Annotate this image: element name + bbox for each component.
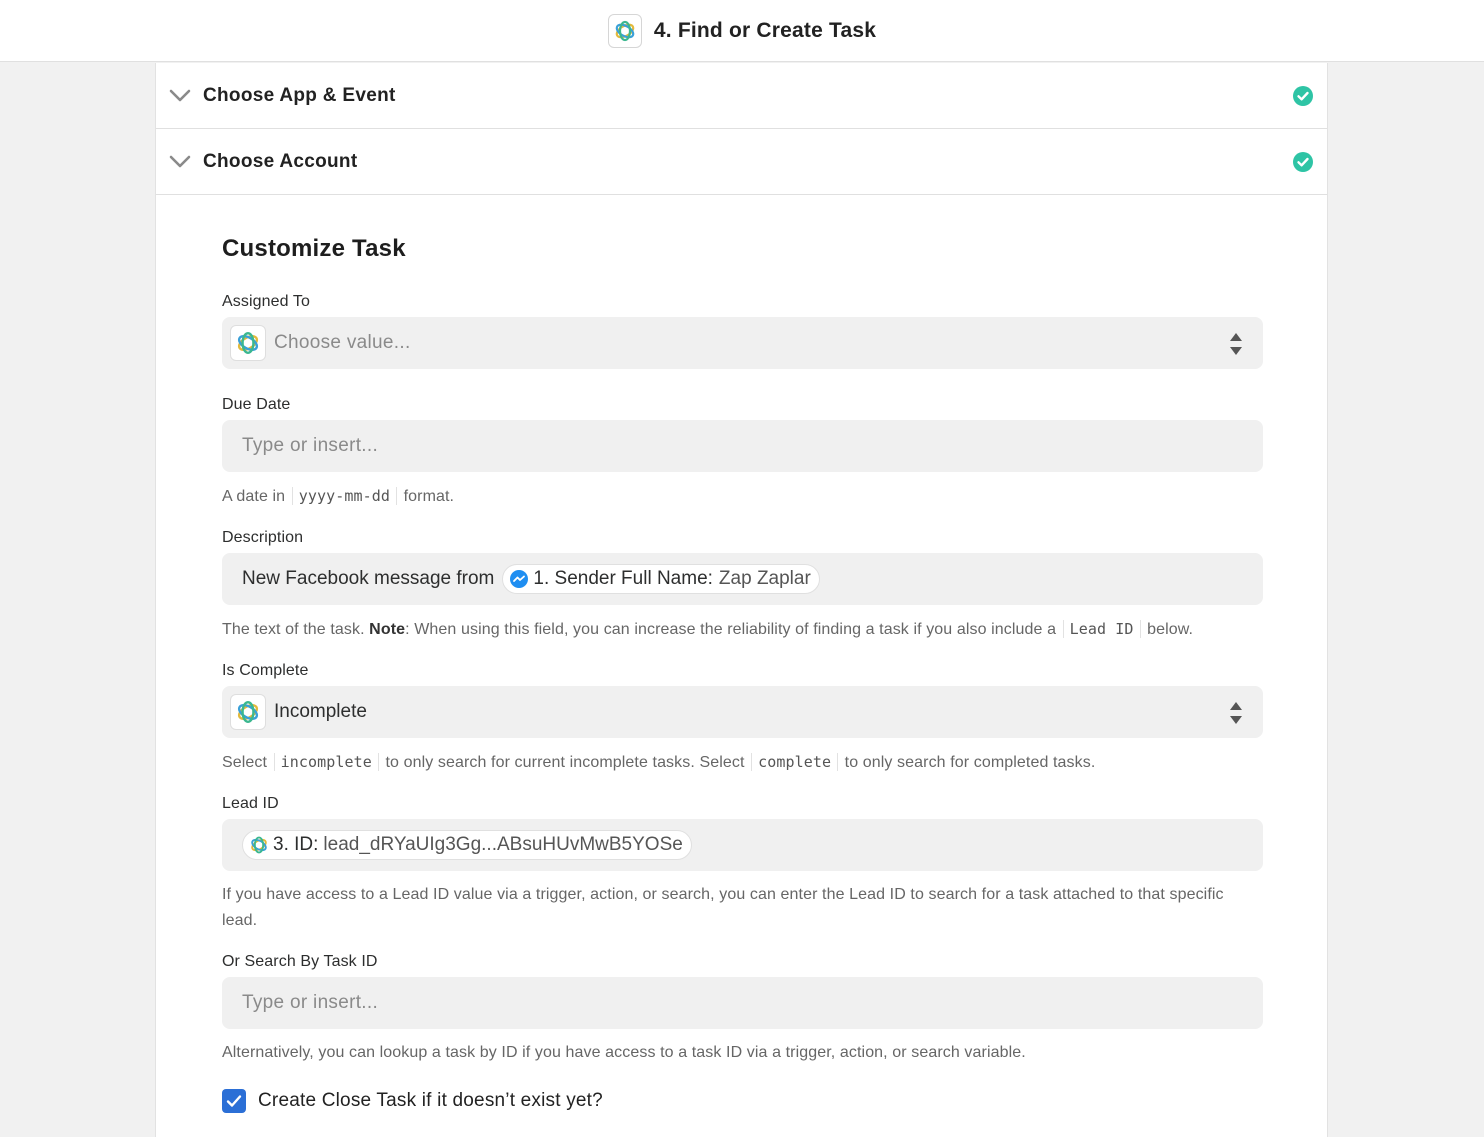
due-date-input[interactable] xyxy=(222,420,1263,472)
check-circle-icon xyxy=(1293,86,1313,106)
close-crm-icon xyxy=(230,694,266,730)
lead-id-code: Lead ID xyxy=(1063,620,1141,638)
chevron-down-icon xyxy=(168,84,192,108)
task-id-help: Alternatively, you can lookup a task by ID if you have access to a task ID via a trigger, action, or search variable. xyxy=(222,1044,1026,1061)
pill-value: lead_dRYaUIg3Gg...ABsuHUvMwB5YOSe xyxy=(323,834,683,855)
due-date-help xyxy=(222,483,1261,510)
help-text: A date in xyxy=(222,488,286,505)
close-crm-icon xyxy=(249,835,269,855)
lead-id-field xyxy=(222,795,1261,934)
close-crm-icon xyxy=(230,325,266,361)
help-text: to only search for completed tasks. xyxy=(844,754,1096,771)
close-crm-icon xyxy=(608,14,642,48)
create-task-option xyxy=(222,1089,1261,1113)
step-title: 4. Find or Create Task xyxy=(653,18,877,42)
due-date-label: Due Date xyxy=(222,396,291,413)
due-date-field xyxy=(222,396,1261,510)
task-id-label: Or Search By Task ID xyxy=(222,953,378,970)
complete-code: complete xyxy=(751,753,838,771)
task-id-input[interactable] xyxy=(222,977,1263,1029)
lead-id-pill[interactable] xyxy=(242,830,692,860)
assigned-to-placeholder: Choose value... xyxy=(274,332,411,353)
is-complete-label: Is Complete xyxy=(222,662,309,679)
help-text: below. xyxy=(1147,621,1194,638)
is-complete-field xyxy=(222,662,1261,776)
lead-id-help: If you have access to a Lead ID value via a trigger, action, or search, you can enter the Lead ID to search for a task attached to that specific lead. xyxy=(222,886,1224,929)
pill-value: Zap Zaplar xyxy=(718,568,811,589)
top-header xyxy=(0,0,1484,62)
assigned-to-label: Assigned To xyxy=(222,293,310,310)
section-label: Choose Account xyxy=(203,150,358,172)
create-task-label[interactable]: Create Close Task if it doesn’t exist yet? xyxy=(258,1090,603,1111)
help-text: to only search for current incomplete tasks. Select xyxy=(385,754,745,771)
chevron-down-icon xyxy=(168,150,192,174)
step-panel xyxy=(155,63,1328,1137)
description-input[interactable] xyxy=(222,553,1263,605)
description-help xyxy=(222,616,1261,643)
assigned-to-select[interactable] xyxy=(222,317,1263,369)
pill-label: 1. Sender Full Name: xyxy=(533,568,713,589)
select-updown-icon xyxy=(1229,332,1243,356)
customize-task-form xyxy=(156,195,1327,1113)
is-complete-value: Incomplete xyxy=(274,701,367,722)
date-format-code: yyyy-mm-dd xyxy=(292,487,397,505)
pill-label: 3. ID: xyxy=(273,834,319,855)
help-text: The text of the task. xyxy=(222,621,365,638)
lead-id-input[interactable] xyxy=(222,819,1263,871)
description-label: Description xyxy=(222,529,304,546)
help-text: Select xyxy=(222,754,268,771)
section-choose-app-event[interactable] xyxy=(156,63,1327,129)
is-complete-select[interactable] xyxy=(222,686,1263,738)
description-field xyxy=(222,529,1261,643)
description-text: New Facebook message from xyxy=(242,568,495,589)
is-complete-help xyxy=(222,749,1261,776)
assigned-to-field xyxy=(222,293,1261,369)
task-id-placeholder: Type or insert... xyxy=(242,992,379,1013)
help-note: Note xyxy=(369,621,406,638)
lead-id-label: Lead ID xyxy=(222,795,279,812)
help-text: : When using this field, you can increase the reliability of finding a task if you also include a xyxy=(405,621,1057,638)
messenger-icon xyxy=(509,569,529,589)
section-label: Choose App & Event xyxy=(203,84,396,106)
task-id-field xyxy=(222,953,1261,1066)
incomplete-code: incomplete xyxy=(274,753,379,771)
form-heading: Customize Task xyxy=(222,235,406,262)
create-task-checkbox[interactable] xyxy=(222,1089,246,1113)
section-choose-account[interactable] xyxy=(156,129,1327,195)
help-text: format. xyxy=(403,488,455,505)
sender-name-pill[interactable] xyxy=(502,564,819,594)
check-circle-icon xyxy=(1293,152,1313,172)
due-date-placeholder: Type or insert... xyxy=(242,435,379,456)
select-updown-icon xyxy=(1229,701,1243,725)
